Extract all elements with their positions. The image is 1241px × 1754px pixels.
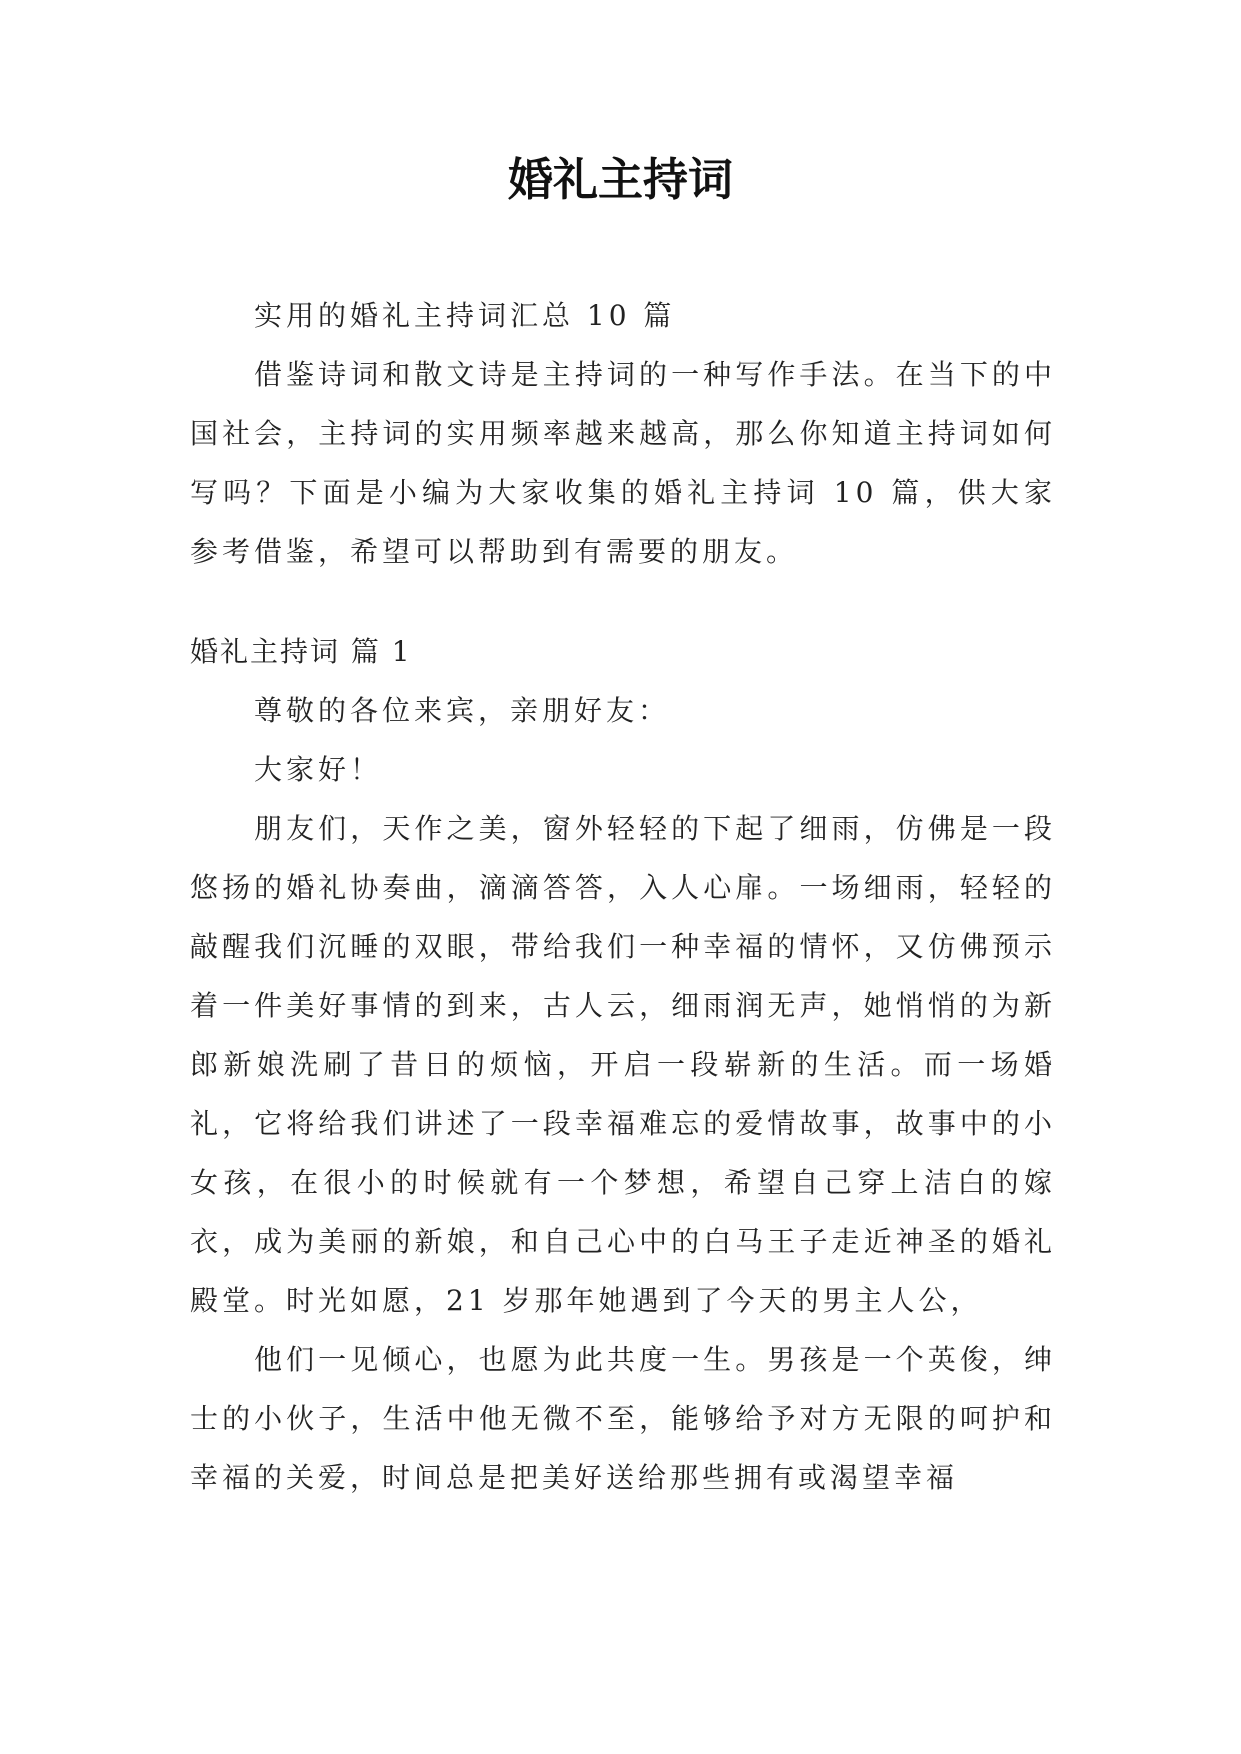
article-paragraph: 他们一见倾心，也愿为此共度一生。男孩是一个英俊，绅士的小伙子，生活中他无微不至，能够给予对方无限的呵护和幸福的关爱，时间总是把美好送给那些拥有或渴望幸福 bbox=[190, 1343, 1056, 1494]
article-heading: 婚礼主持词 篇 1 bbox=[190, 635, 412, 668]
intro-section bbox=[190, 286, 1056, 581]
salutation: 尊敬的各位来宾，亲朋好友： bbox=[254, 694, 671, 727]
article-section bbox=[190, 622, 1056, 1507]
document-title: 婚礼主持词 bbox=[507, 153, 733, 206]
intro-paragraph: 借鉴诗词和散文诗是主持词的一种写作手法。在当下的中国社会，主持词的实用频率越来越高，那么你知道主持词如何写吗？下面是小编为大家收集的婚礼主持词 10 篇，供大家参考借鉴，希望可以帮助到有需要的朋友。 bbox=[190, 358, 1056, 568]
intro-subtitle: 实用的婚礼主持词汇总 10 篇 bbox=[254, 299, 676, 332]
article-paragraph: 朋友们，天作之美，窗外轻轻的下起了细雨，仿佛是一段悠扬的婚礼协奏曲，滴滴答答，入人心扉。一场细雨，轻轻的敲醒我们沉睡的双眼，带给我们一种幸福的情怀，又仿佛预示着一件美好事情的到来，古人云，细雨润无声，她悄悄的为新郎新娘洗刷了昔日的烦恼，开启一段崭新的生活。而一场婚礼，它将给我们讲述了一段幸福难忘的爱情故事，故事中的小女孩，在很小的时候就有一个梦想，希望自己穿上洁白的嫁衣，成为美丽的新娘，和自己心中的白马王子走近神圣的婚礼殿堂。时光如愿，21 岁那年她遇到了今天的男主人公， bbox=[190, 812, 1056, 1317]
greeting: 大家好！ bbox=[254, 753, 383, 786]
